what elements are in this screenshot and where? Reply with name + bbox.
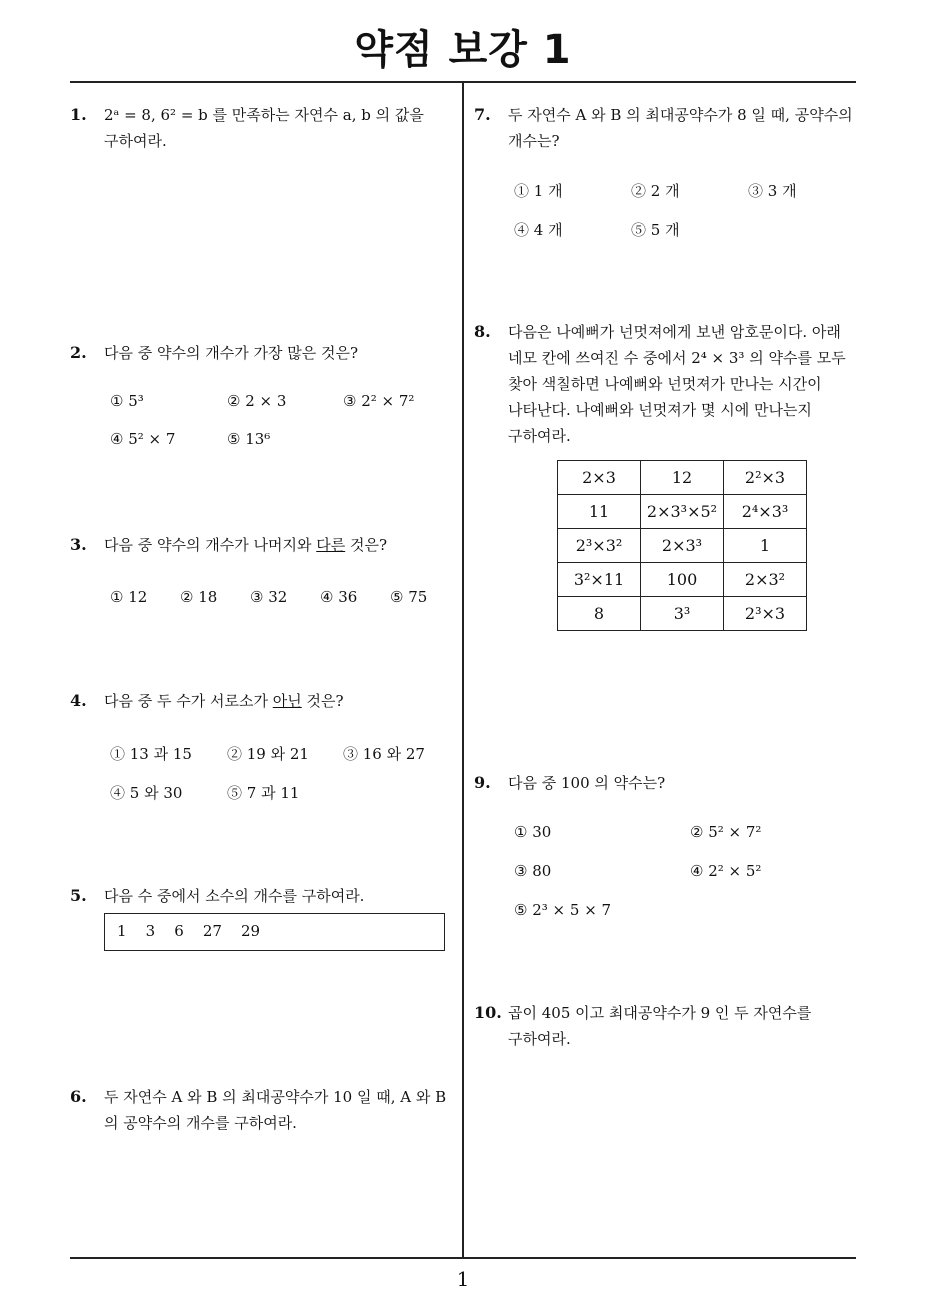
option[interactable]: ② 2 개 (631, 182, 680, 200)
grid-cell[interactable]: 11 (558, 495, 641, 529)
question-number: 1. (70, 105, 87, 124)
grid-row (558, 461, 807, 495)
question-number: 6. (70, 1087, 87, 1106)
option[interactable]: ② 18 (180, 588, 218, 606)
question-text: 두 자연수 A 와 B 의 최대공약수가 10 일 때, A 와 B (104, 1088, 447, 1106)
option[interactable]: ② 2 × 3 (227, 392, 287, 410)
emphasis-underline: 다른 (316, 536, 346, 554)
bottom-rule (70, 1257, 856, 1259)
grid-row (558, 597, 807, 631)
option[interactable]: ④ 2² × 5² (690, 862, 762, 880)
question-text: 두 자연수 A 와 B 의 최대공약수가 8 일 때, 공약수의 개수는? (508, 106, 853, 150)
option[interactable]: ⑤ 75 (390, 588, 428, 606)
cipher-grid (557, 460, 807, 631)
question-text: 다음 수 중에서 소수의 개수를 구하여라. (104, 887, 365, 905)
question-number: 7. (474, 105, 491, 124)
question-text: 곱이 405 이고 최대공약수가 9 인 두 자연수를 구하여라. (508, 1004, 812, 1048)
grid-cell[interactable]: 2⁴×3³ (724, 495, 807, 529)
column-divider (462, 82, 464, 1258)
question-number: 4. (70, 691, 87, 710)
number-box (104, 913, 445, 951)
option[interactable]: ⑤ 5 개 (631, 221, 680, 239)
question-text: 다음 중 약수의 개수가 가장 많은 것은? (104, 344, 359, 362)
option[interactable]: ① 1 개 (514, 182, 563, 200)
grid-cell[interactable]: 3³ (641, 597, 724, 631)
question-text: 다음 중 두 수가 서로소가 아닌 것은? (104, 692, 344, 710)
question-number: 8. (474, 322, 491, 341)
option[interactable]: ⑤ 7 과 11 (227, 784, 300, 802)
option[interactable]: ④ 5 와 30 (110, 784, 183, 802)
grid-cell[interactable]: 2²×3 (724, 461, 807, 495)
option[interactable]: ② 19 와 21 (227, 745, 309, 763)
option[interactable]: ③ 3 개 (748, 182, 797, 200)
question-number: 10. (474, 1003, 502, 1022)
grid-cell[interactable]: 3²×11 (558, 563, 641, 597)
question-text: 다음 중 100 의 약수는? (508, 774, 666, 792)
question-number: 9. (474, 773, 491, 792)
question-text-cont: 의 공약수의 개수를 구하여라. (104, 1114, 297, 1132)
option[interactable]: ④ 4 개 (514, 221, 563, 239)
grid-cell[interactable]: 2×3³ (641, 529, 724, 563)
grid-row (558, 563, 807, 597)
option[interactable]: ④ 5² × 7 (110, 430, 176, 448)
emphasis-underline: 아닌 (272, 692, 302, 710)
option[interactable]: ③ 80 (514, 862, 552, 880)
grid-cell[interactable]: 2×3 (558, 461, 641, 495)
page-number: 1 (456, 1267, 470, 1291)
option[interactable]: ② 5² × 7² (690, 823, 762, 841)
grid-cell[interactable]: 2×3² (724, 563, 807, 597)
option[interactable]: ① 12 (110, 588, 148, 606)
grid-cell[interactable]: 2×3³×5² (641, 495, 724, 529)
question-number: 5. (70, 886, 87, 905)
question-number: 2. (70, 343, 87, 362)
grid-cell[interactable]: 2³×3² (558, 529, 641, 563)
question-text: 2ᵃ = 8, 6² = b 를 만족하는 자연수 a, b 의 값을 구하여라. (104, 106, 424, 150)
grid-cell[interactable]: 2³×3 (724, 597, 807, 631)
option[interactable]: ③ 2² × 7² (343, 392, 415, 410)
option[interactable]: ③ 32 (250, 588, 288, 606)
option[interactable]: ④ 36 (320, 588, 358, 606)
option[interactable]: ③ 16 와 27 (343, 745, 425, 763)
page-title: 약점 보강 1 (354, 27, 572, 73)
question-text: 다음 중 약수의 개수가 나머지와 다른 것은? (104, 536, 387, 554)
grid-row (558, 495, 807, 529)
grid-cell[interactable]: 8 (558, 597, 641, 631)
question-number: 3. (70, 535, 87, 554)
option[interactable]: ① 13 과 15 (110, 745, 192, 763)
grid-row (558, 529, 807, 563)
option[interactable]: ⑤ 13⁶ (227, 430, 271, 448)
question-text: 다음은 나예뻐가 넌멋져에게 보낸 암호문이다. 아래 네모 칸에 쓰여진 수 중에서 2⁴ × 3³ 의 약수를 모두 찾아 색칠하면 나예뻐와 넌멋져가 만나는 시간이 나타난다. 나예뻐와 넌멋져가 몇 시에 만나는지 구하여라. (508, 323, 846, 445)
option[interactable]: ① 5³ (110, 392, 144, 410)
number-list: 1 3 6 27 29 (117, 922, 261, 940)
grid-cell[interactable]: 100 (641, 563, 724, 597)
option[interactable]: ⑤ 2³ × 5 × 7 (514, 901, 612, 919)
grid-cell[interactable]: 12 (641, 461, 724, 495)
grid-cell[interactable]: 1 (724, 529, 807, 563)
option[interactable]: ① 30 (514, 823, 552, 841)
